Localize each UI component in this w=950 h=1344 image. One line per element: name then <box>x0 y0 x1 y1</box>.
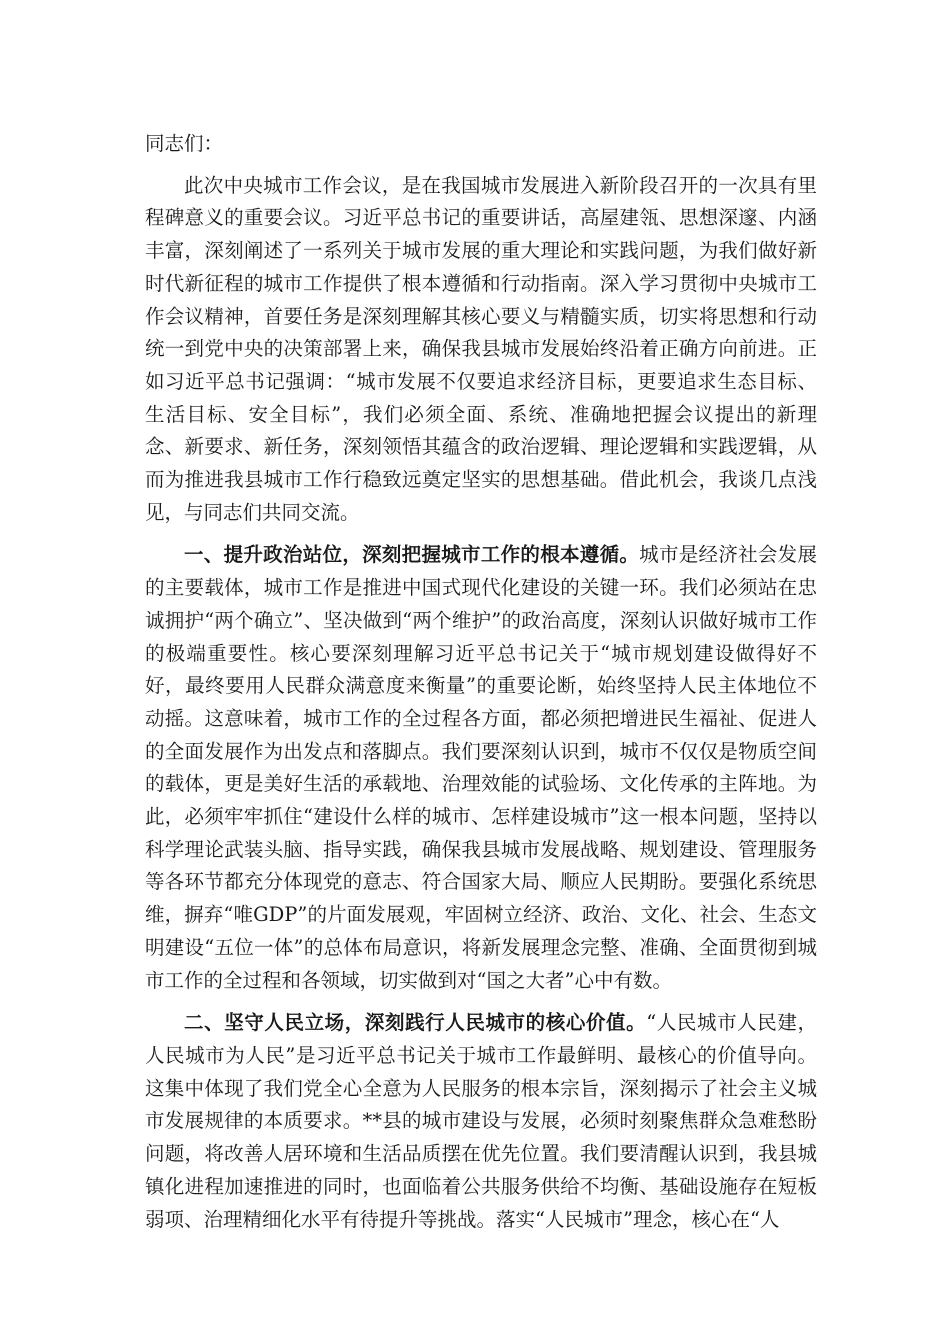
salutation: 同志们： <box>145 132 224 155</box>
paragraph-section-two <box>145 1007 817 1236</box>
section-one-text: 城市是经济社会发展的主要载体，城市工作是推进中国式现代化建设的关键一环。我们必须站在忠诚拥护“两个确立”、坚决做到“两个维护”的政治高度，深刻认识做好城市工作的极端重要性。核心要深刻理解习近平总书记关于“城市规划建设做得好不好，最终要用人民群众满意度来衡量”的重要论断，始终坚持人民主体地位不动摇。这意味着，城市工作的全过程各方面，都必须把增进民生福祉、促进人的全面发展作为出发点和落脚点。我们要深刻认识到，城市不仅仅是物质空间的载体，更是美好生活的承载地、治理效能的试验场、文化传承的主阵地。为此，必须牢牢抓住“建设什么样的城市、怎样建设城市”这一根本问题，坚持以科学理论武装头脑、指导实践，确保我县城市发展战略、规划建设、管理服务等各环节都充分体现党的意志、符合国家大局、顺应人民期盼。要强化系统思维，摒弃“唯GDP”的片面发展观，牢固树立经济、政治、文化、社会、生态文明建设“五位一体”的总体布局意识，将新发展理念完整、准确、全面贯彻到城市工作的全过程和各领域，切实做到对“国之大者”心中有数。 <box>145 543 817 992</box>
section-one-heading: 一、提升政治站位，深刻把握城市工作的根本遵循。 <box>184 543 640 567</box>
paragraph-section-one <box>145 539 817 997</box>
section-two-heading: 二、坚守人民立场，深刻践行人民城市的核心价值。 <box>184 1011 647 1035</box>
paragraph-intro-text: 此次中央城市工作会议，是在我国城市发展进入新阶段召开的一次具有里程碑意义的重要会议。习近平总书记的重要讲话，高屋建瓴、思想深邃、内涵丰富，深刻阐述了一系列关于城市发展的重大理论和实践问题，为我们做好新时代新征程的城市工作提供了根本遵循和行动指南。深入学习贯彻中央城市工作会议精神，首要任务是深刻理解其核心要义与精髓实质，切实将思想和行动统一到党中央的决策部署上来，确保我县城市发展始终沿着正确方向前进。正如习近平总书记强调：“城市发展不仅要追求经济目标，更要追求生态目标、生活目标、安全目标”，我们必须全面、系统、准确地把握会议提出的新理念、新要求、新任务，深刻领悟其蕴含的政治逻辑、理论逻辑和实践逻辑，从而为推进我县城市工作行稳致远奠定坚实的思想基础。借此机会，我谈几点浅见，与同志们共同交流。 <box>145 173 817 524</box>
document-page <box>145 128 817 1246</box>
section-two-text: “人民城市人民建，人民城市为人民”是习近平总书记关于城市工作最鲜明、最核心的价值导向。这集中体现了我们党全心全意为人民服务的根本宗旨，深刻揭示了社会主义城市发展规律的本质要求。**县的城市建设与发展，必须时刻聚焦群众急难愁盼问题，将改善人居环境和生活品质摆在优先位置。我们要清醒认识到，我县城镇化进程加速推进的同时，也面临着公共服务供给不均衡、基础设施存在短板弱项、治理精细化水平有待提升等挑战。落实“人民城市”理念，核心在“人 <box>145 1011 817 1231</box>
paragraph-intro <box>145 170 817 530</box>
